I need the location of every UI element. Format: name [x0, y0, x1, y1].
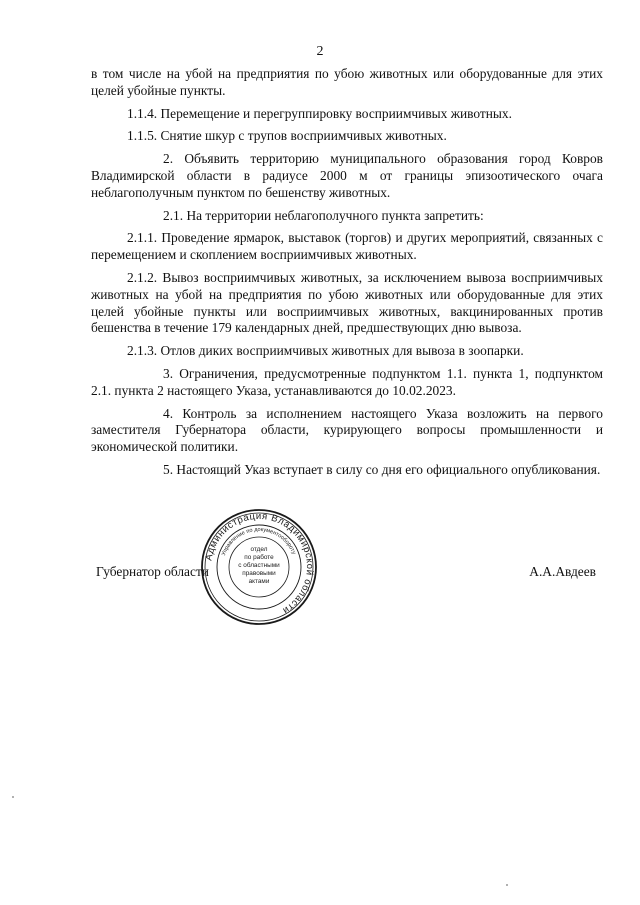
document-body — [91, 66, 603, 485]
stamp-center-line: по работе — [244, 554, 274, 561]
paragraph-2-1-1: 2.1.1. Проведение ярмарок, выставок (торгов) и других мероприятий, связанных с перемещением и скоплением восприимчивых животных. — [91, 230, 603, 263]
paragraph-text: На территории неблагополучного пункта запретить: — [186, 207, 484, 223]
signer-name: А.А.Авдеев — [529, 564, 596, 579]
stamp-seal-icon — [200, 508, 318, 626]
official-stamp — [200, 508, 318, 626]
paragraph-2-1-3: 2.1.3. Отлов диких восприимчивых животных для вывоза в зоопарки. — [127, 343, 524, 359]
scan-speck — [506, 884, 508, 886]
paragraph-3 — [91, 366, 603, 400]
stamp-center-line: актами — [248, 578, 270, 585]
stamp-center-line: правовыми — [242, 570, 276, 577]
paragraph-5 — [91, 462, 603, 479]
paragraph-text: Контроль за исполнением настоящего Указа возложить на первого заместителя Губернатора области, курирующего вопросы промышленности и экономической политики. — [91, 405, 603, 455]
stamp-outer-text: Администрация Владимирской области — [203, 510, 316, 617]
paragraph-number: 4. — [163, 405, 174, 421]
paragraph-continuation: в том числе на убой на предприятия по убою животных или оборудованные для этих целей убойные пункты. — [91, 66, 603, 98]
paragraph-number: 5. — [163, 461, 174, 477]
paragraph-number: 2.1. — [163, 207, 184, 223]
stamp-center-line: с областными — [238, 562, 280, 569]
paragraph-text: Ограничения, предусмотренные подпунктом 1.1. пункта 1, подпунктом 2.1. пункта 2 настоящего Указа, устанавливаются до 10.02.2023. — [91, 365, 603, 398]
paragraph-number: 2. — [163, 151, 174, 167]
paragraph-1-1-5: 1.1.5. Снятие шкур с трупов восприимчивых животных. — [127, 128, 447, 144]
paragraph-1-1-4: 1.1.4. Перемещение и перегруппировку восприимчивых животных. — [127, 105, 512, 121]
scan-speck — [12, 796, 14, 798]
paragraph-4 — [91, 406, 603, 456]
paragraph-2-1 — [91, 208, 603, 225]
paragraph-number: 3. — [163, 365, 174, 381]
signer-title: Губернатор области — [96, 564, 209, 579]
paragraph-2-1-2: 2.1.2. Вывоз восприимчивых животных, за исключением вывоза восприимчивых животных на убой на предприятия по убою животных или оборудованные для этих целей убойные пункты или восприимчивых животных, вакцинированных против бешенства в течение 179 календарных дней, предшествующих дню вывоза. — [91, 269, 603, 336]
paragraph-text: Объявить территорию муниципального образования город Ковров Владимирской области в радиусе 2000 м от границы эпизоотического очага неблагополучным пунктом по бешенству животных. — [91, 151, 603, 200]
stamp-center-line: отдел — [250, 546, 268, 553]
page-number: 2 — [316, 44, 324, 59]
stamp-inner-ring-text: Управление по документообороту — [220, 526, 297, 557]
paragraph-text: Настоящий Указ вступает в силу со дня его официального опубликования. — [176, 461, 601, 477]
paragraph-2 — [91, 151, 603, 201]
